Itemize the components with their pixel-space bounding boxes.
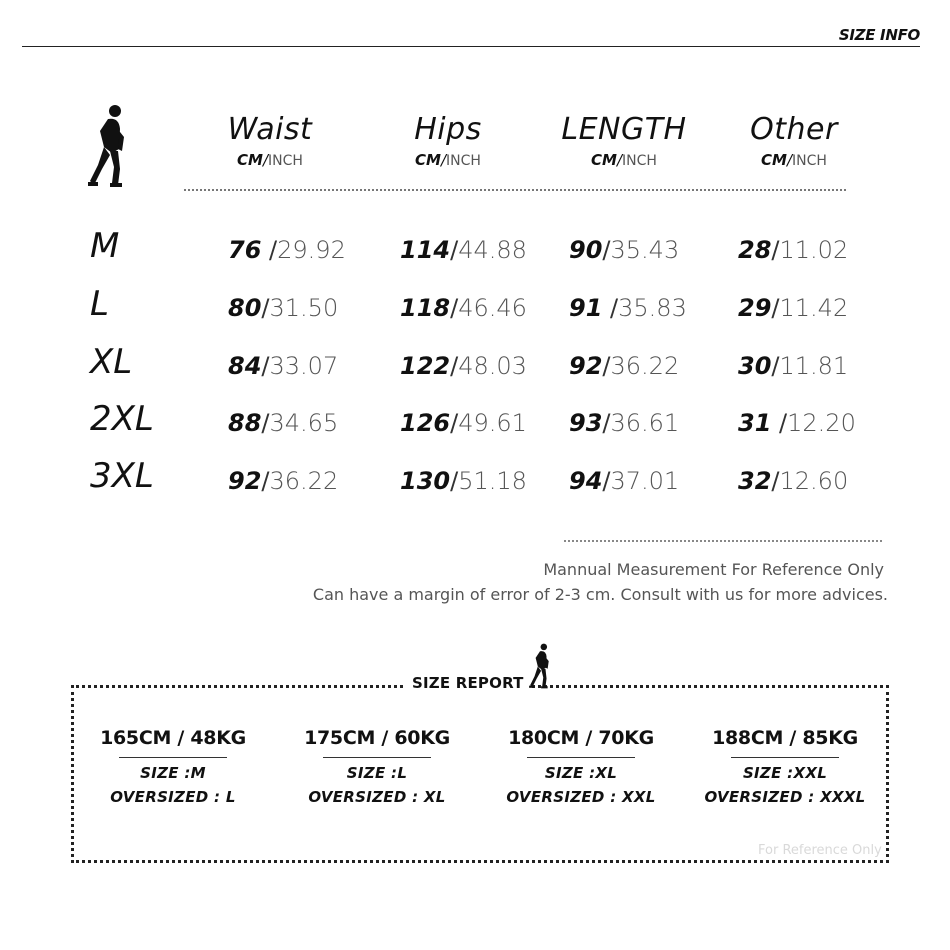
length-cell: 90/35.43 bbox=[569, 236, 680, 264]
column-title: Hips bbox=[414, 112, 482, 147]
report-person bbox=[277, 727, 477, 806]
column-title: Waist bbox=[227, 112, 313, 147]
person-divider bbox=[527, 757, 635, 758]
note-reference: Mannual Measurement For Reference Only bbox=[543, 560, 884, 579]
column-unit: CM/INCH bbox=[761, 151, 827, 169]
note-margin: Can have a margin of error of 2-3 cm. Consult with us for more advices. bbox=[312, 585, 888, 604]
person-divider bbox=[323, 757, 431, 758]
waist-cell: 84/33.07 bbox=[228, 352, 339, 380]
other-cell: 29/11.42 bbox=[738, 294, 849, 322]
height-weight: 188CM / 85KG bbox=[712, 727, 858, 749]
size-label-xl: XL bbox=[90, 342, 133, 382]
walking-man-small-icon bbox=[528, 642, 552, 694]
report-person bbox=[685, 727, 885, 806]
hips-cell: 122/48.03 bbox=[400, 352, 527, 380]
oversized-fit: OVERSIZED : XXXL bbox=[704, 788, 866, 806]
column-title: Other bbox=[750, 112, 838, 147]
header-divider bbox=[22, 46, 920, 47]
column-header-length bbox=[544, 112, 704, 169]
column-unit: CM/INCH bbox=[591, 151, 657, 169]
oversized-fit: OVERSIZED : L bbox=[110, 788, 236, 806]
other-cell: 30/11.81 bbox=[738, 352, 849, 380]
hips-cell: 126/49.61 bbox=[400, 409, 527, 437]
size-fit: SIZE :XL bbox=[544, 764, 618, 782]
column-unit: CM/INCH bbox=[237, 151, 303, 169]
hips-cell: 118/46.46 bbox=[400, 294, 527, 322]
column-header-other bbox=[714, 112, 874, 169]
other-cell: 28/11.02 bbox=[738, 236, 849, 264]
report-person bbox=[73, 727, 273, 806]
size-label-m: M bbox=[90, 226, 120, 266]
size-fit: SIZE :XXL bbox=[742, 764, 828, 782]
length-cell: 91 /35.83 bbox=[569, 294, 687, 322]
oversized-fit: OVERSIZED : XL bbox=[308, 788, 446, 806]
other-cell: 31 /12.20 bbox=[738, 409, 856, 437]
reference-footnote: For Reference Only bbox=[758, 843, 882, 858]
person-divider bbox=[119, 757, 227, 758]
height-weight: 175CM / 60KG bbox=[304, 727, 450, 749]
column-unit: CM/INCH bbox=[415, 151, 481, 169]
length-cell: 93/36.61 bbox=[569, 409, 680, 437]
note-dotted-divider bbox=[564, 540, 882, 542]
waist-cell: 88/34.65 bbox=[228, 409, 339, 437]
length-cell: 94/37.01 bbox=[569, 467, 680, 495]
header-dotted-divider bbox=[184, 189, 846, 191]
size-fit: SIZE :M bbox=[140, 764, 206, 782]
other-cell: 32/12.60 bbox=[738, 467, 849, 495]
column-title: LENGTH bbox=[561, 112, 687, 147]
height-weight: 180CM / 70KG bbox=[508, 727, 654, 749]
oversized-fit: OVERSIZED : XXL bbox=[506, 788, 656, 806]
waist-cell: 80/31.50 bbox=[228, 294, 339, 322]
report-person bbox=[481, 727, 681, 806]
column-header-waist bbox=[190, 112, 350, 169]
size-info-title: SIZE INFO bbox=[838, 26, 920, 44]
size-label-2xl: 2XL bbox=[90, 399, 154, 439]
length-cell: 92/36.22 bbox=[569, 352, 680, 380]
waist-cell: 92/36.22 bbox=[228, 467, 339, 495]
hips-cell: 130/51.18 bbox=[400, 467, 527, 495]
size-fit: SIZE :L bbox=[346, 764, 408, 782]
column-header-hips bbox=[368, 112, 528, 169]
size-report-title: SIZE REPORT bbox=[404, 674, 532, 692]
size-label-l: L bbox=[90, 284, 109, 324]
size-label-3xl: 3XL bbox=[90, 456, 154, 496]
person-divider bbox=[731, 757, 839, 758]
waist-cell: 76 /29.92 bbox=[228, 236, 346, 264]
height-weight: 165CM / 48KG bbox=[100, 727, 246, 749]
hips-cell: 114/44.88 bbox=[400, 236, 527, 264]
walking-man-icon bbox=[86, 103, 130, 189]
